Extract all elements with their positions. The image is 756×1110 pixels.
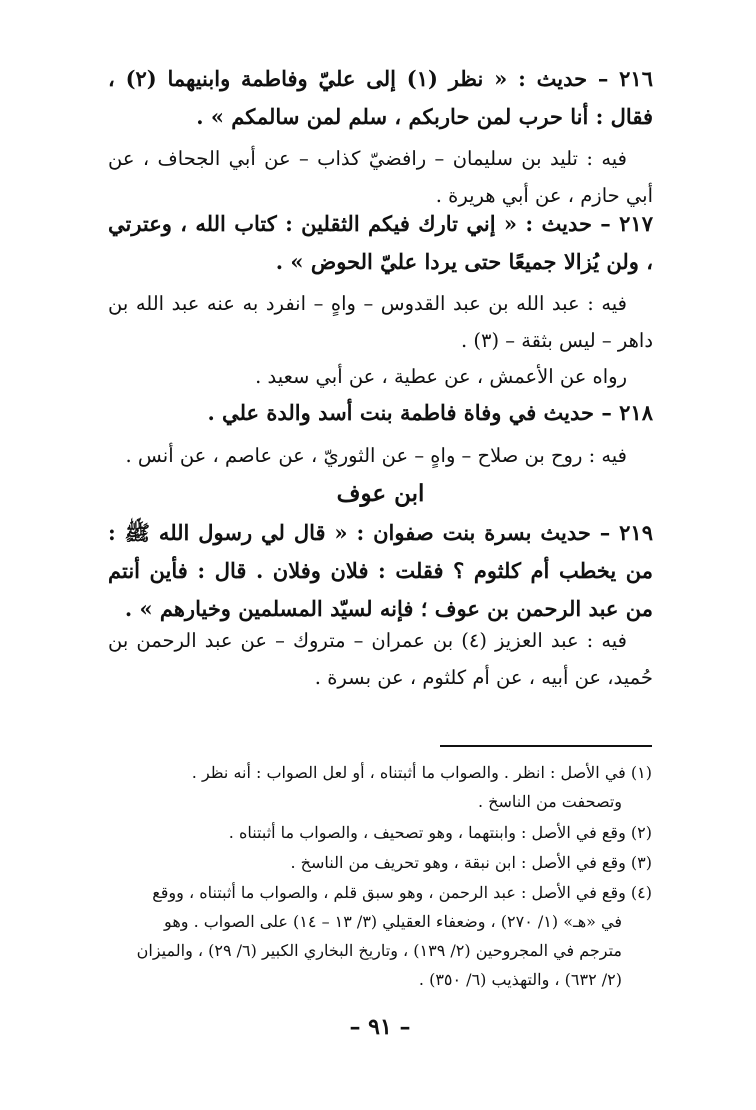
footnote-text: وقع في الأصل : عبد الرحمن ، وهو سبق قلم ، والصواب ما أثبتناه ، ووقع [152,883,626,902]
footnote-4 [112,878,652,994]
footnote-text: وقع في الأصل : ابن نبقة ، وهو تحريف من الناسخ . [290,853,626,872]
hadith-217: ٢١٧ – حديث : « إني تارك فيكم الثقلين : كتاب الله ، وعترتي ، ولن يُزالا جميعًا حتى يردا عليّ الحوض » . [108,211,653,274]
hadith-216: ٢١٦ – حديث : « نظر (١) إلى عليّ وفاطمة وابنيهما (٢) ، فقال : أنا حرب لمن حاربكم ، سلم لمن سالمكم » . [108,66,653,129]
footnote-number: (١) [630,763,652,782]
footnote-text-cont: (٢/ ٦٣٢) ، والتهذيب (٦/ ٣٥٠) . [418,970,622,989]
footnote-number: (٤) [630,883,652,902]
hadith-219-chain: فيه : عبد العزيز (٤) بن عمران – متروك – عن عبد الرحمن بن حُميد، عن أبيه ، عن أم كلثوم ، عن بسرة . [108,629,653,689]
footnote-number: (٣) [630,853,652,872]
section-heading: ابن عوف [336,480,425,507]
hadith-218: ٢١٨ – حديث في وفاة فاطمة بنت أسد والدة علي . [207,400,653,425]
footnote-2 [112,818,652,847]
footnote-text: في الأصل : انظر . والصواب ما أثبتناه ، أو لعل الصواب : أنه نظر . [191,763,626,782]
footnote-separator [440,745,652,747]
page-number: – ٩١ – [349,1014,411,1040]
footnote-number: (٢) [630,823,652,842]
footnote-1 [112,758,652,816]
hadith-217-narration: رواه عن الأعمش ، عن عطية ، عن أبي سعيد . [255,365,627,388]
hadith-218-chain: فيه : روح بن صلاح – واهٍ – عن الثوريّ ، عن عاصم ، عن أنس . [125,444,627,467]
footnote-text-cont: مترجم في المجروحين (٢/ ١٣٩) ، وتاريخ البخاري الكبير (٦/ ٢٩) ، والميزان [136,941,622,960]
footnote-text-cont: وتصحفت من الناسخ . [477,792,622,811]
hadith-216-chain: فيه : تليد بن سليمان – رافضيّ كذاب – عن أبي الجحاف ، عن أبي حازم ، عن أبي هريرة . [108,147,653,207]
hadith-217-chain: فيه : عبد الله بن عبد القدوس – واهٍ – انفرد به عنه عبد الله بن داهر – ليس بثقة – (٣) . [108,292,653,352]
footnote-3 [112,848,652,877]
footnote-text: وقع في الأصل : وابنتهما ، وهو تصحيف ، والصواب ما أثبتناه . [228,823,626,842]
footnote-text-cont: في «هـ» (١/ ٢٧٠) ، وضعفاء العقيلي (٣/ ١٣ – ١٤) على الصواب . وهو [164,912,622,931]
hadith-219: ٢١٩ – حديث بسرة بنت صفوان : « قال لي رسول الله ﷺ : من يخطب أم كلثوم ؟ فقلت : فلان وفلان . قال : فأين أنتم من عبد الرحمن بن عوف ؛ فإنه لسيّد المسلمين وخيارهم » . [108,520,653,621]
